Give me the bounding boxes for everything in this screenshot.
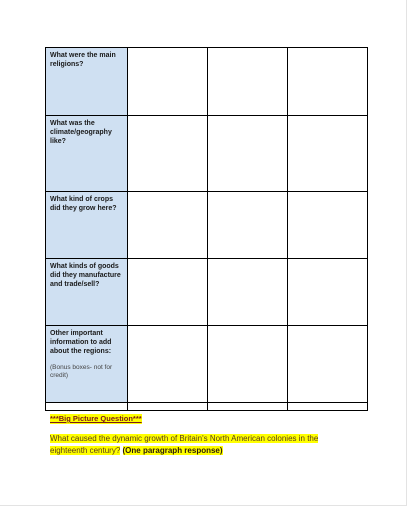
answer-cell[interactable]	[208, 116, 288, 192]
answer-cell[interactable]	[288, 192, 368, 259]
answer-cell[interactable]	[208, 259, 288, 326]
table-row	[46, 259, 368, 326]
answer-cell[interactable]	[128, 192, 208, 259]
spacer-cell	[288, 403, 368, 411]
big-picture-question: What caused the dynamic growth of Britain's North American colonies in the eighteenth century?	[50, 434, 319, 455]
question-text: What kind of crops did they grow here?	[50, 196, 117, 212]
answer-cell[interactable]	[288, 48, 368, 116]
table-row	[46, 326, 368, 403]
question-text: What was the climate/geography like?	[50, 120, 112, 145]
question-cell	[46, 259, 128, 326]
spacer-cell	[46, 403, 128, 411]
answer-cell[interactable]	[208, 326, 288, 403]
answer-cell[interactable]	[128, 116, 208, 192]
question-text: What kinds of goods did they manufacture and trade/sell?	[50, 263, 121, 288]
bonus-note: (Bonus boxes- not for credit)	[50, 364, 113, 379]
table-row	[46, 48, 368, 116]
question-cell	[46, 326, 128, 403]
regions-table	[45, 47, 368, 411]
question-text: What were the main religions?	[50, 52, 116, 68]
table-row	[46, 192, 368, 259]
table-row	[46, 403, 368, 411]
answer-cell[interactable]	[288, 259, 368, 326]
response-note: (One paragraph response)	[122, 446, 223, 455]
answer-cell[interactable]	[288, 326, 368, 403]
answer-cell[interactable]	[128, 259, 208, 326]
spacer-cell	[208, 403, 288, 411]
question-cell	[46, 192, 128, 259]
answer-cell[interactable]	[208, 192, 288, 259]
spacer-cell	[128, 403, 208, 411]
question-cell	[46, 116, 128, 192]
question-cell	[46, 48, 128, 116]
question-text: Other important information to add about the regions:	[50, 330, 112, 355]
answer-cell[interactable]	[128, 48, 208, 116]
big-picture-title: ***Big Picture Question***	[50, 414, 142, 423]
table-row	[46, 116, 368, 192]
answer-cell[interactable]	[208, 48, 288, 116]
answer-cell[interactable]	[128, 326, 208, 403]
answer-cell[interactable]	[288, 116, 368, 192]
big-picture-prompt	[50, 433, 350, 457]
